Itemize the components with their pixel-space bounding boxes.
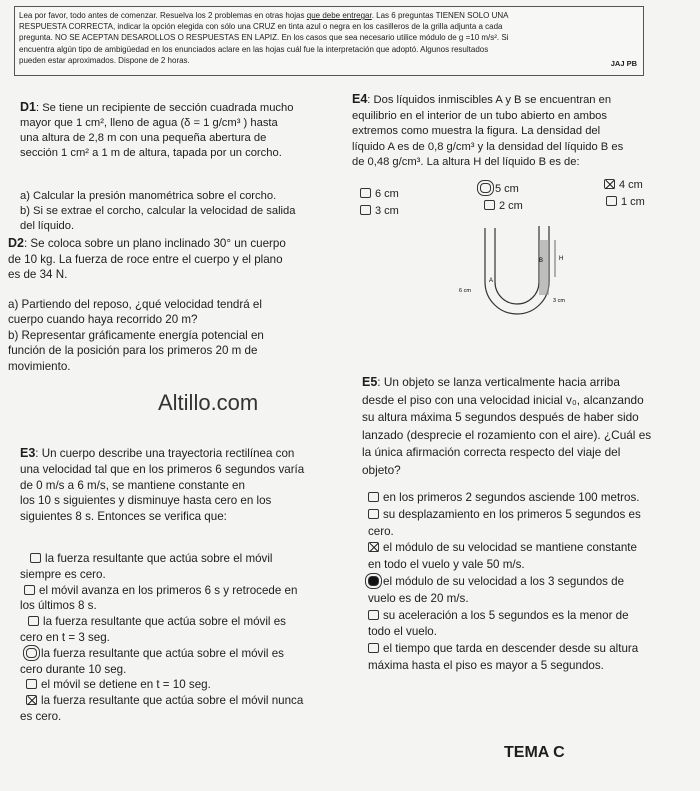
e5-option-2-cont: cero. [368, 524, 394, 538]
e4-option-1: 6 cm [360, 188, 399, 200]
e3-line-5: siguientes 8 s. Entonces se verifica que: [20, 510, 227, 524]
e5-checkbox-6[interactable] [368, 643, 379, 653]
e3-checkbox-2[interactable] [24, 585, 35, 595]
fig-label-3cm: 3 cm [553, 298, 565, 304]
e3-checkbox-5[interactable] [26, 679, 37, 689]
e3-option-1-cont: siempre es cero. [20, 567, 106, 581]
problem-d2 [8, 236, 338, 374]
fig-label-a: A [489, 278, 494, 284]
d1-line-1: : Se tiene un recipiente de sección cuadrada mucho [35, 102, 294, 114]
e3-option-4-cont: cero durante 10 seg. [20, 662, 127, 676]
e5-checkbox-4-filled[interactable] [368, 576, 379, 586]
e3-option-3-cont: cero en t = 3 seg. [20, 630, 110, 644]
d1-part-b-1: b) Si se extrae el corcho, calcular la velocidad de salida [20, 205, 296, 217]
exam-code: JAJ PB [610, 58, 637, 68]
e4-checkbox-2[interactable] [480, 183, 491, 193]
instructions-line-1: Lea por favor, todo antes de comenzar. Resuelva los 2 problemas en otras hojas que debe entregar. Las 6 preguntas TIENEN SOLO UNA [19, 11, 509, 20]
fig-label-6cm: 6 cm [459, 288, 471, 294]
u-tube-inner [495, 226, 539, 304]
e4-option-4: 3 cm [360, 205, 399, 217]
e5-line-5: la única afirmación correcta respecto del viaje del [362, 445, 621, 459]
instructions-box [14, 6, 644, 76]
e3-option-1: la fuerza resultante que actúa sobre el móvil [20, 551, 350, 567]
d1-line-2: mayor que 1 cm², lleno de agua (δ = 1 g/cm³ ) hasta [20, 117, 278, 129]
e4-line-5: de 0,48 g/cm³. La altura H del líquido B es de: [352, 156, 580, 168]
e5-line-1: : Un objeto se lanza verticalmente hacia arriba [377, 375, 620, 389]
e3-option-5: el móvil se detiene en t = 10 seg. [20, 677, 350, 693]
e4-checkbox-3-checked[interactable] [604, 179, 615, 189]
instructions-line-2: RESPUESTA CORRECTA, indicar la opción elegida con sólo una CRUZ en tinta azul o negra en los casilleros de la grilla adjunta a cada [19, 22, 503, 32]
e5-option-3-cont: en todo el vuelo y vale 50 m/s. [368, 558, 525, 572]
d1-line-4: sección 1 cm² a 1 m de altura, tapada por un corcho. [20, 147, 282, 159]
e4-checkbox-6[interactable] [606, 196, 617, 206]
e4-line-2: equilibrio en el interior de un tubo abierto en ambos [352, 109, 607, 122]
e3-checkbox-3[interactable] [28, 616, 39, 626]
e5-line-3: su altura máxima 5 segundos después de haber sido [362, 410, 639, 424]
e5-line-4: lanzado (desprecie el rozamiento con el aire). ¿Cuál es [362, 427, 652, 442]
question-e4 [352, 92, 662, 171]
e4-option-3: 4 cm [604, 179, 643, 191]
e3-heading: E3 [20, 446, 36, 460]
d2-line-1: : Se coloca sobre un plano inclinado 30° un cuerpo [23, 237, 286, 250]
e3-line-4: los 10 s siguientes y disminuye hasta cero en los [20, 494, 272, 508]
question-e3 [20, 446, 350, 725]
e4-heading: E4 [352, 92, 368, 106]
e4-option-6: 1 cm [606, 196, 645, 208]
e3-checkbox-1[interactable] [30, 553, 41, 563]
e5-option-1: en los primeros 2 segundos asciende 100 metros. [368, 490, 688, 507]
e5-checkbox-2[interactable] [368, 509, 379, 519]
fig-label-h: H [559, 256, 564, 262]
e5-option-2: su desplazamiento en los primeros 5 segundos es [368, 507, 688, 524]
d1-part-b-2: del líquido. [20, 220, 75, 232]
d1-line-3: una altura de 2,8 m con una pequeña abertura de [20, 132, 267, 144]
e3-line-2: una velocidad tal que en los primeros 6 segundos varía [20, 462, 305, 476]
e4-checkbox-4[interactable] [360, 205, 371, 215]
e3-line-3: de 0 m/s a 6 m/s, se mantiene constante en [20, 478, 245, 492]
d2-part-b-3: movimiento. [8, 359, 71, 373]
e5-line-6: objeto? [362, 462, 401, 477]
e3-checkbox-6-checked[interactable] [26, 695, 37, 705]
e5-option-4: el módulo de su velocidad a los 3 segundos de [368, 574, 688, 591]
d2-part-b-2: función de la posición para los primeros 20 m de [8, 344, 258, 357]
instructions-line-3: pregunta. NO SE ACEPTAN DESAROLLOS O RESPUESTAS EN LAPIZ. En los casos que sea necesario utilice módulo de g =10 m/s². Si [19, 33, 509, 43]
d2-part-a-1: a) Partiendo del reposo, ¿qué velocidad tendrá el [8, 297, 262, 311]
e5-option-5-cont: todo el vuelo. [368, 625, 437, 639]
e3-checkbox-4[interactable] [26, 648, 37, 658]
e5-option-4-cont: vuelo es de 20 m/s. [368, 591, 469, 605]
e5-checkbox-5[interactable] [368, 610, 379, 620]
e3-option-2-cont: los últimos 8 s. [20, 599, 97, 613]
e3-option-2: el móvil avanza en los primeros 6 s y retrocede en [20, 583, 350, 599]
e5-heading: E5 [362, 375, 378, 389]
e5-line-2: desde el piso con una velocidad inicial v₀, alcanzando [362, 392, 644, 407]
e3-option-6: la fuerza resultante que actúa sobre el móvil nunca [20, 693, 350, 709]
e4-option-5: 2 cm [484, 200, 523, 212]
e4-checkbox-5[interactable] [484, 200, 495, 210]
question-e5 [362, 374, 682, 479]
e3-option-4: la fuerza resultante que actúa sobre el móvil es [20, 646, 350, 662]
liquid-b [539, 240, 549, 295]
d2-line-2: de 10 kg. La fuerza de roce entre el cuerpo y el plano [8, 252, 283, 266]
e4-checkbox-1[interactable] [360, 188, 371, 198]
watermark: Altillo.com [158, 390, 259, 415]
d1-heading: D1 [20, 100, 36, 114]
e5-option-5: su aceleración a los 5 segundos es la menor de [368, 608, 688, 625]
fig-label-b: B [539, 258, 544, 264]
d2-part-a-2: cuerpo cuando haya recorrido 20 m? [8, 313, 198, 326]
tema-label: TEMA C [504, 744, 565, 761]
e4-line-1: : Dos líquidos inmiscibles A y B se encuentran en [367, 94, 612, 106]
instructions-line-5: pueden estar aproximados. Dispone de 2 horas. [19, 55, 190, 65]
e4-line-4: líquido A es de 0,8 g/cm³ y la densidad del líquido B es [352, 140, 624, 153]
d2-part-b-1: b) Representar gráficamente energía potencial en [8, 328, 264, 342]
e4-line-3: extremos como muestra la figura. La densidad del [352, 125, 601, 137]
e5-options [368, 490, 688, 675]
e3-option-3: la fuerza resultante que actúa sobre el móvil es [20, 614, 350, 630]
e5-checkbox-3-checked[interactable] [368, 542, 379, 552]
d2-line-3: es de 34 N. [8, 268, 68, 281]
problem-d1 [20, 100, 340, 234]
e4-option-2: 5 cm [480, 183, 519, 195]
e5-checkbox-1[interactable] [368, 492, 379, 502]
d1-part-a: a) Calcular la presión manométrica sobre el corcho. [20, 190, 277, 202]
e5-option-6-cont: máxima hasta el piso es mayor a 5 segundos. [368, 658, 604, 672]
e5-option-3: el módulo de su velocidad se mantiene constante [368, 540, 688, 557]
d2-heading: D2 [8, 236, 24, 250]
e3-option-6-cont: es cero. [20, 709, 62, 723]
e5-option-6: el tiempo que tarda en descender desde su altura [368, 641, 688, 658]
e3-line-1: : Un cuerpo describe una trayectoria rectilínea con [35, 447, 295, 460]
u-tube-figure [455, 222, 585, 322]
instructions-line-4: encuentra algún tipo de ambigüedad en los enunciados aclare en las hojas cuál fue la interpretación que adoptó. Algunos resultados [19, 44, 489, 54]
